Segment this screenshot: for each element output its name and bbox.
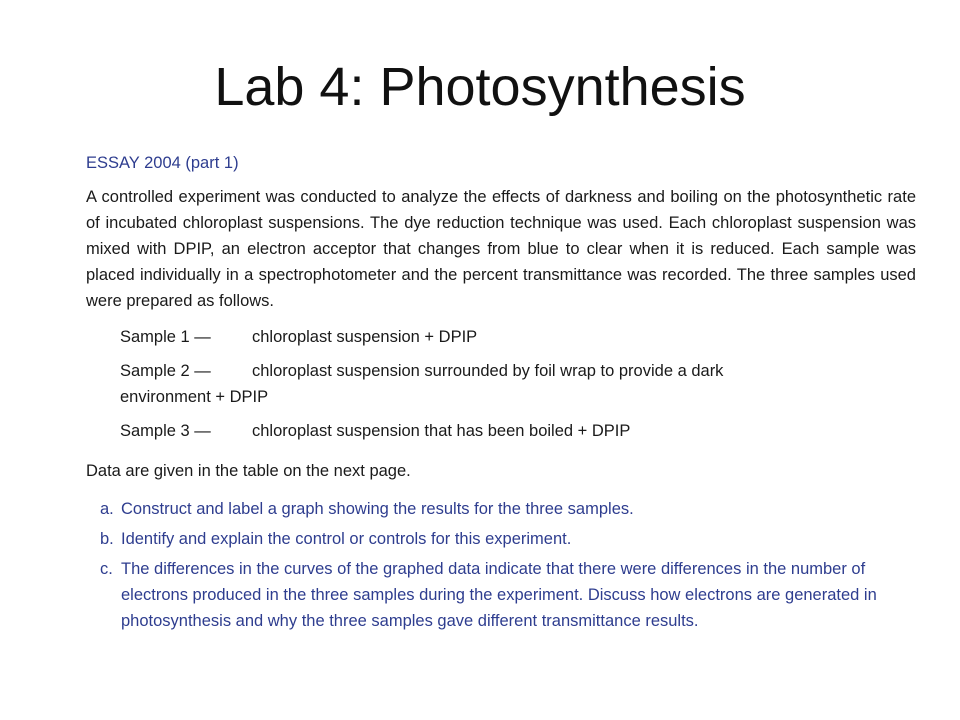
question-text: The differences in the curves of the graphed data indicate that there were differences in the number of electrons produced in the three samples during the experiment. Discuss how electrons are generated in photosynthesis and why the three samples gave different transmittance results. (121, 560, 877, 630)
slide-content (86, 150, 916, 638)
sample-description: chloroplast suspension surrounded by foil wrap to provide a dark environment + DPIP (120, 362, 724, 406)
sample-list (120, 324, 916, 444)
sample-description: chloroplast suspension that has been boiled + DPIP (252, 422, 631, 440)
essay-heading: ESSAY 2004 (part 1) (86, 154, 239, 172)
question-item (100, 556, 916, 634)
sample-item (120, 418, 780, 444)
sample-description: chloroplast suspension + DPIP (252, 328, 478, 346)
question-letter: a. (100, 500, 114, 518)
question-item (100, 496, 916, 522)
sample-label: Sample 2 — (120, 362, 211, 380)
question-item (100, 526, 916, 552)
question-list (86, 496, 916, 634)
question-letter: b. (100, 530, 114, 548)
question-letter: c. (100, 560, 113, 578)
question-text: Identify and explain the control or controls for this experiment. (121, 530, 572, 548)
sample-item (120, 358, 780, 410)
question-text: Construct and label a graph showing the results for the three samples. (121, 500, 634, 518)
sample-label: Sample 1 — (120, 328, 211, 346)
sample-item (120, 324, 780, 350)
slide-title: Lab 4: Photosynthesis (214, 57, 746, 117)
data-note: Data are given in the table on the next page. (86, 462, 411, 480)
sample-label: Sample 3 — (120, 422, 211, 440)
intro-paragraph: A controlled experiment was conducted to analyze the effects of darkness and boiling on the photosynthetic rate of incubated chloroplast suspensions. The dye reduction technique was used. Each chloroplast suspension was mixed with DPIP, an electron acceptor that changes from blue to clear when it is reduced. Each sample was placed individually in a spectrophotometer and the percent transmittance was recorded. The three samples used were prepared as follows. (86, 188, 916, 310)
